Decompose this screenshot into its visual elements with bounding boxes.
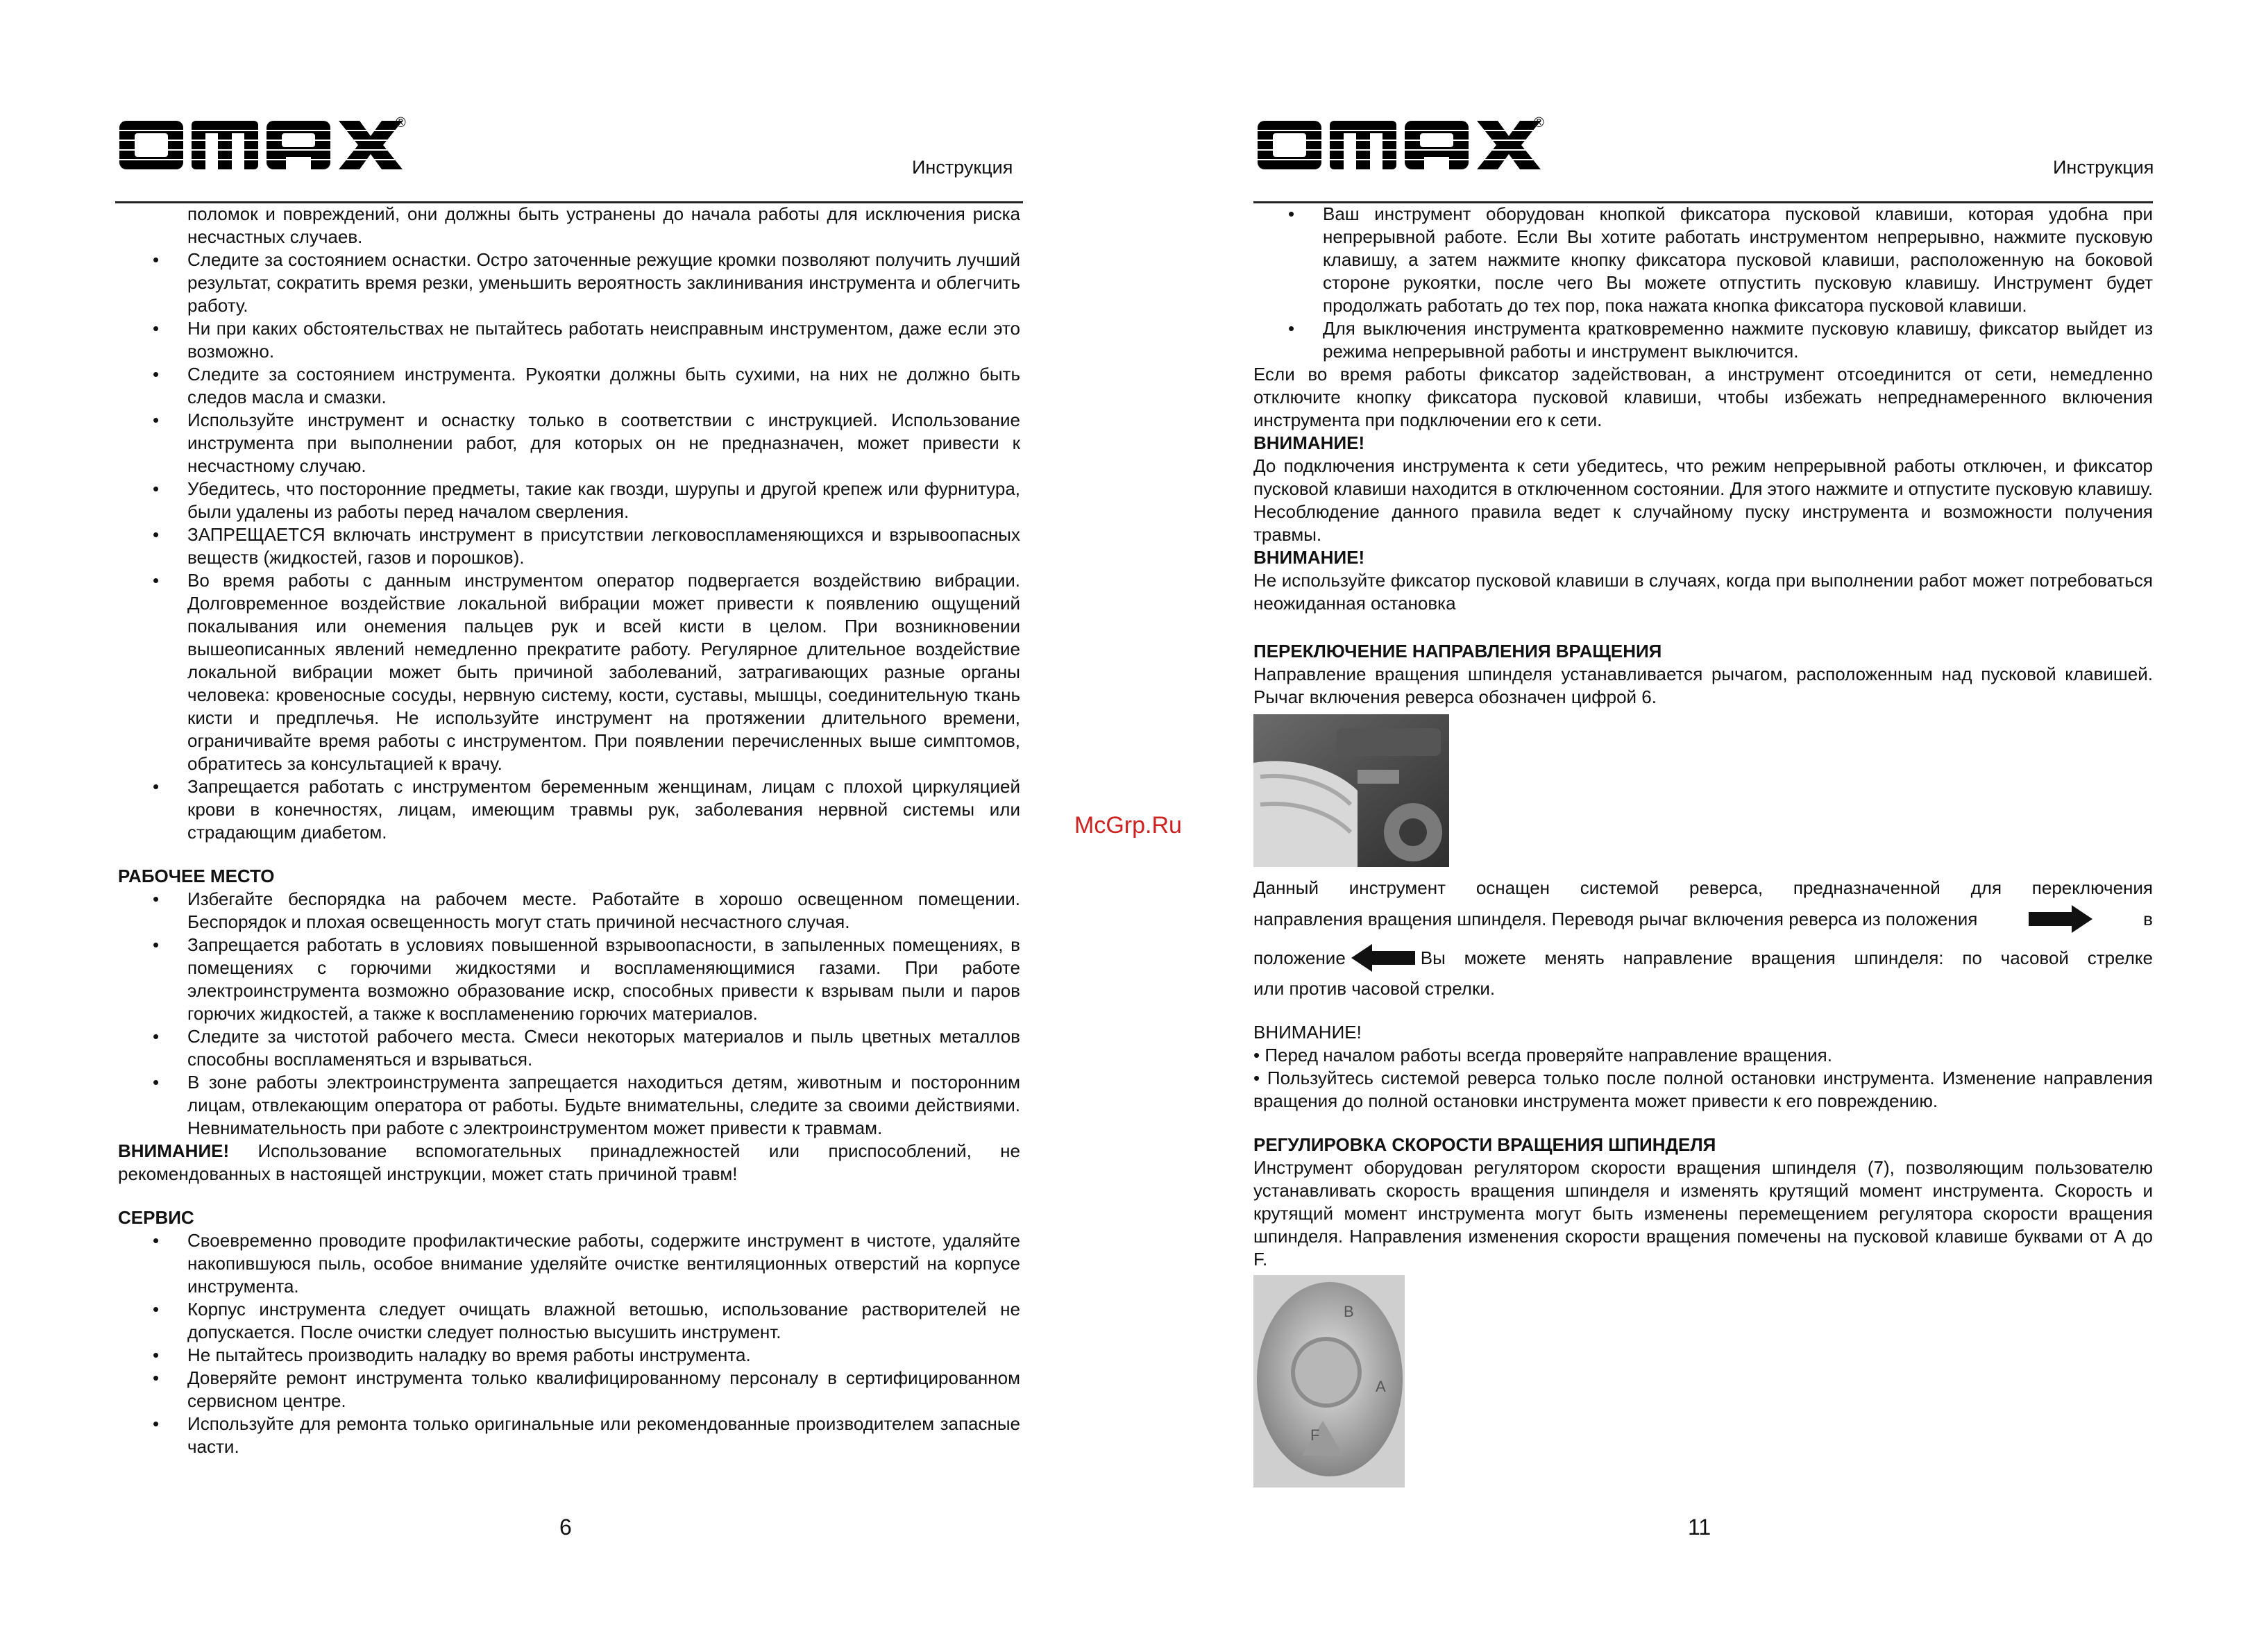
reverse-line-2: направления вращения шпинделя. Переводя рычаг включения реверса из положения — [1253, 909, 1978, 929]
page-number: 11 — [1688, 1515, 1711, 1540]
reverse-line-3-start: положение — [1253, 947, 1346, 968]
list-item: • Не пытайтесь производить наладку во время работы инструмента. — [118, 1344, 1020, 1367]
svg-text:OMAX: OMAX — [262, 151, 264, 152]
list-item: • Запрещается работать с инструментом беременным женщинам, лицам с плохой циркуляцией крови в конечностях, лицам, имеющим травмы рук, заболевания нервной системы или страдающим диабетом. — [118, 775, 1020, 844]
page-number: 6 — [559, 1515, 572, 1540]
service-heading: СЕРВИС — [118, 1207, 194, 1228]
right-body — [1253, 203, 2153, 1493]
dial-letter: F — [1310, 1426, 1320, 1444]
list-item: • Во время работы с данным инструментом оператор подвергается воздействию вибрации. Долговременное воздействие локальной вибрации может привести к появлению ощущений покалывания или онемения пальцев рук и всей кисти в целом. При возникновении вышеописанных явлений немедленно прекратите работу. Регулярное длительное воздействие локальной вибрации может быть причиной заболеваний, затрагивающих разные органы человека: кровеносные сосуды, нервную систему, кости, суставы, мышцы, соединительную ткань кисти и предплечья. Не используйте инструмент на протяжении длительного времени, ограничивайте время работы с инструментом. При появлении перечисленных выше симптомов, обратитесь за консультацией к врачу. — [118, 569, 1020, 775]
warning-item: • Перед началом работы всегда проверяйте направление вращения. — [1253, 1045, 1832, 1065]
omax-logo — [119, 117, 404, 174]
warning-label: ВНИМАНИЕ! — [118, 1140, 230, 1161]
dial-letter: A — [1376, 1378, 1386, 1395]
warning-text: До подключения инструмента к сети убедитесь, что режим непрерывной работы отключен, и фиксатор пусковой клавиши находится в отключенном состоянии. Для этого нажмите и отпустите пусковую клавишу. Несоблюдение данного правила ведет к случайному пуску инструмента и возможности получения травмы. — [1253, 455, 2153, 545]
list-item: • Следите за состоянием инструмента. Рукоятки должны быть сухими, на них не должно быть следов масла и смазки. — [118, 363, 1020, 409]
speed-dial-photo — [1253, 1275, 1405, 1487]
arrow-right-icon — [2029, 905, 2092, 933]
omax-logo — [1258, 117, 1542, 174]
intro-text: поломок и повреждений, они должны быть устранены до начала работы для исключения риска несчастных случаев. — [187, 203, 1020, 247]
list-item: • Ваш инструмент оборудован кнопкой фиксатора пусковой клавиши, которая удобна при непрерывной работе. Если Вы хотите работать инструментом непрерывно, нажмите пусковую клавишу, а затем нажмите кнопку фиксатора пусковой клавиши, расположенную на боковой стороне рукоятки, после чего Вы можете отпустить пусковую клавишу. Инструмент будет продолжать работать до тех пор, пока нажата кнопка фиксатора пусковой клавиши. — [1253, 203, 2153, 317]
registered-mark: ® — [1534, 115, 1544, 130]
speed-text: Инструмент оборудован регулятором скорости вращения шпинделя (7), позволяющим пользователю устанавливать скорость вращения шпинделя и изменять крутящий момент инструмента. Скорость и крутящий момент инструмента могут быть изменены перемещением регулятора скорости вращения шпинделя. Направления изменения скорости вращения помечены на пусковой клавише буквами от А до F. — [1253, 1157, 2153, 1270]
safety-list — [118, 248, 1020, 844]
reverse-line-2-end: в — [2143, 909, 2153, 929]
reverse-line-1: Данный инструмент оснащен системой реверса, предназначенной для переключения — [1253, 877, 2153, 898]
reverse-line-3: Вы можете менять направление вращения шпинделя: по часовой стрелке — [1420, 947, 2153, 968]
warning-item: • Пользуйтесь системой реверса только после полной остановки инструмента. Изменение направления вращения до полной остановки инструмента может привести к его повреждению. — [1253, 1068, 2153, 1111]
warning-paragraph — [118, 1140, 1020, 1186]
list-item: • В зоне работы электроинструмента запрещается находиться детям, животным и посторонним лицам, отвлекающим оператора от работы. Будьте внимательны, следите за своими действиями. Невнимательность при работе с электроинструментом может привести к травмам. — [118, 1071, 1020, 1140]
list-item: • Используйте для ремонта только оригинальные или рекомендованные производителем запасные части. — [118, 1413, 1020, 1458]
service-list — [118, 1229, 1020, 1458]
watermark: McGrp.Ru — [1074, 812, 1182, 838]
svg-text:OMAX: OMAX — [1400, 151, 1402, 152]
reverse-text: Направление вращения шпинделя устанавливается рычагом, расположенным над пусковой клавишей. Рычаг включения реверса обозначен цифрой 6. — [1253, 664, 2153, 707]
warning-label: ВНИМАНИЕ! — [1253, 1022, 1362, 1043]
list-item: • Избегайте беспорядка на рабочем месте. Работайте в хорошо освещенном помещении. Беспорядок и плохая освещенность могут стать причиной несчастного случая. — [118, 888, 1020, 934]
list-item: • Для выключения инструмента кратковременно нажмите пусковую клавишу, фиксатор выйдет из режима непрерывной работы и инструмент выключится. — [1253, 317, 2153, 363]
list-item: • Следите за чистотой рабочего места. Смеси некоторых материалов и пыль цветных металлов способны воспламеняться и взрываться. — [118, 1025, 1020, 1071]
speed-heading: РЕГУЛИРОВКА СКОРОСТИ ВРАЩЕНИЯ ШПИНДЕЛЯ — [1253, 1134, 1716, 1155]
header-label: Инструкция — [2053, 157, 2154, 178]
list-item: • Доверяйте ремонт инструмента только квалифицированному персоналу в сертифицированном сервисном центре. — [118, 1367, 1020, 1413]
left-body — [118, 203, 1020, 1458]
list-item: • Следите за состоянием оснастки. Остро заточенные режущие кромки позволяют получить лучший результат, сократить время резки, уменьшить вероятность заклинивания инструмента и облегчить работу. — [118, 248, 1020, 317]
lock-paragraph: Если во время работы фиксатор задействован, а инструмент отсоединится от сети, немедленно отключите кнопку фиксатора пусковой клавиши, чтобы избежать непреднамеренного включения инструмента при подключении его к сети. — [1253, 364, 2153, 430]
list-item: • Ни при каких обстоятельствах не пытайтесь работать неисправным инструментом, даже если это возможно. — [118, 317, 1020, 363]
list-item: • Корпус инструмента следует очищать влажной ветошью, использование растворителей не допускается. После очистки следует полностью высушить инструмент. — [118, 1298, 1020, 1344]
reverse-line-4: или против часовой стрелки. — [1253, 978, 1496, 999]
arrow-left-icon — [1351, 944, 1415, 972]
lock-list — [1253, 203, 2153, 363]
workplace-heading: РАБОЧЕЕ МЕСТО — [118, 866, 275, 886]
list-item: • Используйте инструмент и оснастку только в соответствии с инструкцией. Использование инструмента при выполнении работ, для которых он не предназначен, может привести к несчастному случаю. — [118, 409, 1020, 478]
warning-text: Использование вспомогательных принадлежностей или приспособлений, не рекомендованных в настоящей инструкции, может стать причиной травм! — [118, 1140, 1020, 1184]
page-right — [1133, 0, 2266, 1652]
reverse-heading: ПЕРЕКЛЮЧЕНИЕ НАПРАВЛЕНИЯ ВРАЩЕНИЯ — [1253, 641, 1662, 661]
list-item: • Запрещается работать в условиях повышенной взрывоопасности, в запыленных помещениях, в помещениях с горючими жидкостями и воспламеняющимися газами. При работе электроинструмента возможно образование искр, способных привести к взрывам пыли и паров горючих жидкостей, а также к воспламенению горючих материалов. — [118, 934, 1020, 1025]
list-item: • Своевременно проводите профилактические работы, содержите инструмент в чистоте, удаляйте накопившуюся пыль, особое внимание уделяйте очистке вентиляционных отверстий на корпусе инструмента. — [118, 1229, 1020, 1298]
warning-text: Не используйте фиксатор пусковой клавиши в случаях, когда при выполнении работ может потребоваться неожиданная остановка — [1253, 570, 2153, 614]
header-label: Инструкция — [912, 157, 1013, 178]
list-item: • Убедитесь, что посторонние предметы, такие как гвозди, шурупы и другой крепеж или фурнитура, были удалены из работы перед началом сверления. — [118, 478, 1020, 523]
dial-letter: B — [1344, 1303, 1354, 1320]
drill-reverse-photo — [1253, 714, 1449, 867]
workplace-list — [118, 888, 1020, 1140]
list-item: • ЗАПРЕЩАЕТСЯ включать инструмент в присутствии легковоспламеняющихся и взрывоопасных веществ (жидкостей, газов и порошков). — [118, 523, 1020, 569]
registered-mark: ® — [396, 115, 406, 130]
warning-label: ВНИМАНИЕ! — [1253, 547, 1365, 568]
warning-label: ВНИМАНИЕ! — [1253, 432, 1365, 453]
